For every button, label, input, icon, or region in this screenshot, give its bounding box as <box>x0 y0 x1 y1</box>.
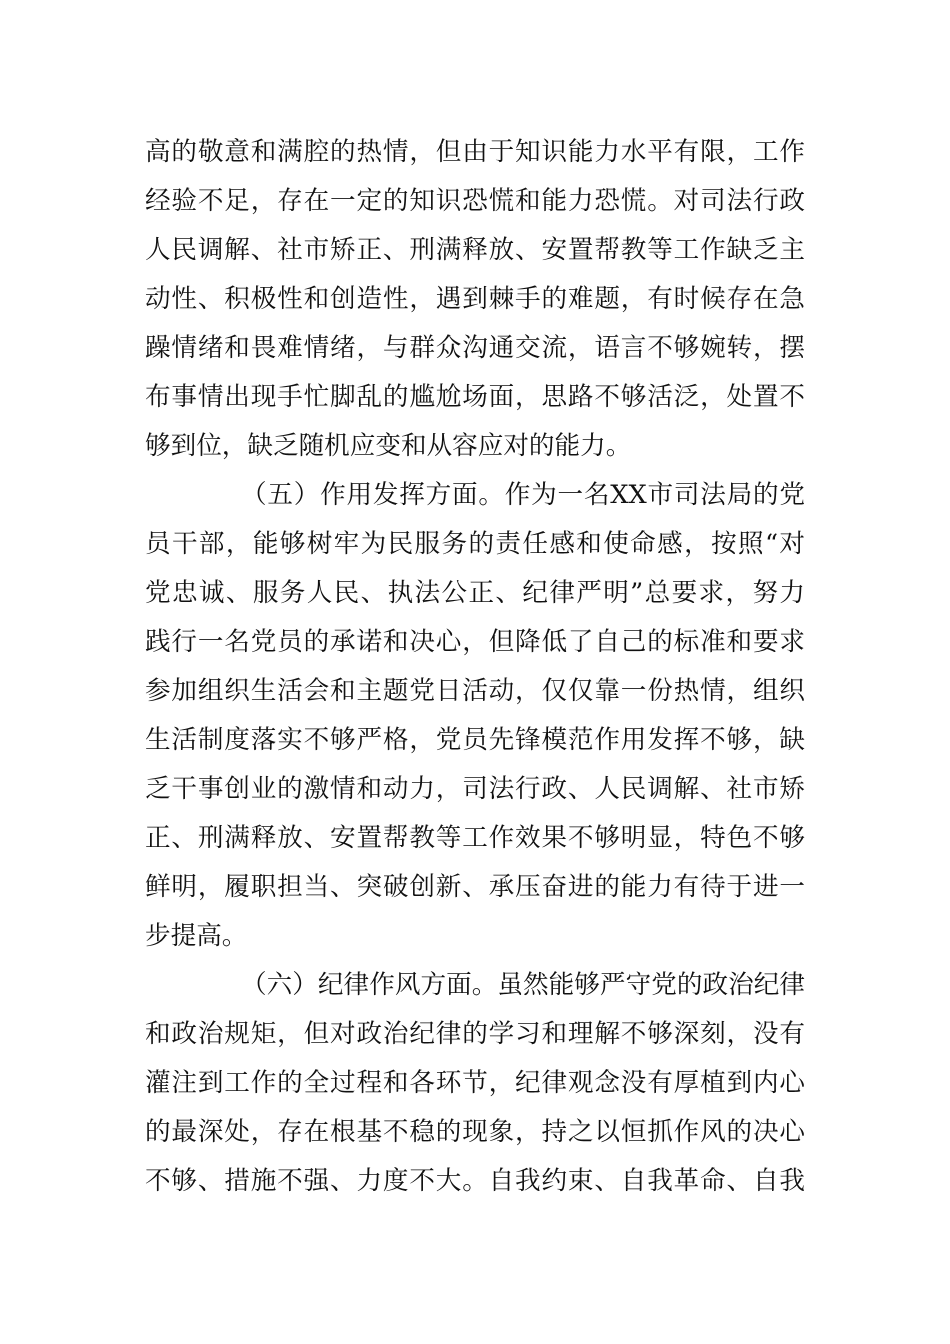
text-line: 躁情绪和畏难情绪，与群众沟通交流，语言不够婉转，摆 <box>145 333 805 363</box>
text-line: 不够、措施不强、力度不大。自我约束、自我革命、自我 <box>145 1166 805 1196</box>
section-heading-line: （五）作用发挥方面。作为一名XX市司法局的党 <box>241 480 805 510</box>
text-line: 鲜明，履职担当、突破创新、承压奋进的能力有待于进一 <box>145 872 805 902</box>
text-line: 人民调解、社市矫正、刑满释放、安置帮教等工作缺乏主 <box>145 235 805 265</box>
text-line: 灌注到工作的全过程和各环节，纪律观念没有厚植到内心 <box>145 1068 805 1098</box>
text-line: 员干部，能够树牢为民服务的责任感和使命感，按照“对 <box>145 529 805 559</box>
text-line: 党忠诚、服务人民、执法公正、纪律严明”总要求，努力 <box>145 578 805 608</box>
text-line: 够到位，缺乏随机应变和从容应对的能力。 <box>145 431 632 461</box>
text-line: 动性、积极性和创造性，遇到棘手的难题，有时候存在急 <box>145 284 805 314</box>
text-line: 高的敬意和满腔的热情，但由于知识能力水平有限，工作 <box>145 137 805 167</box>
text-line: 正、刑满释放、安置帮教等工作效果不够明显，特色不够 <box>145 823 805 853</box>
paragraph-ability-continued <box>145 128 805 471</box>
text-line: 布事情出现手忙脚乱的尴尬场面，思路不够活泛，处置不 <box>145 382 805 412</box>
text-line: 乏干事创业的激情和动力，司法行政、人民调解、社市矫 <box>145 774 805 804</box>
text-line: 经验不足，存在一定的知识恐慌和能力恐慌。对司法行政 <box>145 186 805 216</box>
text-line: 步提高。 <box>145 921 248 951</box>
section-heading-line: （六）纪律作风方面。虽然能够严守党的政治纪律 <box>241 970 805 1000</box>
text-line: 参加组织生活会和主题党日活动，仅仅靠一份热情，组织 <box>145 676 805 706</box>
text-line: 生活制度落实不够严格，党员先锋模范作用发挥不够，缺 <box>145 725 805 755</box>
body-text <box>145 128 805 1206</box>
text-line: 的最深处，存在根基不稳的现象，持之以恒抓作风的决心 <box>145 1117 805 1147</box>
paragraph-role <box>145 471 805 961</box>
text-line: 践行一名党员的承诺和决心，但降低了自己的标准和要求 <box>145 627 805 657</box>
paragraph-discipline <box>145 961 805 1206</box>
text-line: 和政治规矩，但对政治纪律的学习和理解不够深刻，没有 <box>145 1019 805 1049</box>
